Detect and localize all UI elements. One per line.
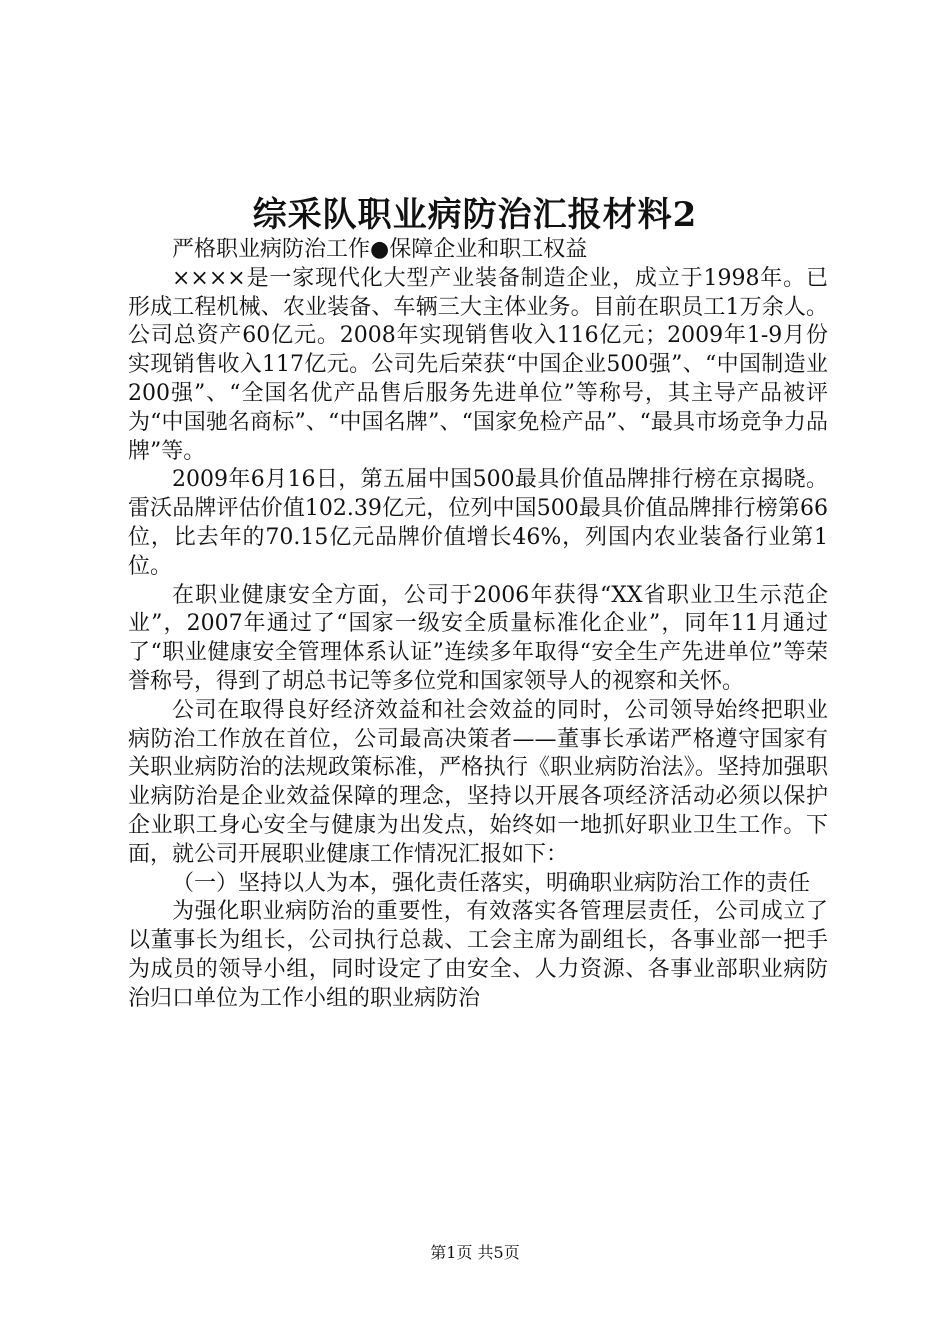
paragraph-brand-ranking: 2009年6月16日，第五届中国500最具价值品牌排行榜在京揭晓。雷沃品牌评估价值102.39亿元，位列中国500最具价值品牌排行榜第66位，比去年的70.15亿元品牌价值增长46%，列国内农业装备行业第1位。	[128, 467, 828, 579]
paragraph-leadership-commitment: 公司在取得良好经济效益和社会效益的同时，公司领导始终把职业病防治工作放在首位，公司最高决策者——董事长承诺严格遵守国家有关职业病防治的法规政策标准，严格执行《职业病防治法》。坚持加强职业病防治是企业效益保障的理念，坚持以开展各项经济活动必须以保护企业职工身心安全与健康为出发点，始终如一地抓好职业卫生工作。下面，就公司开展职业健康工作情况汇报如下：	[128, 697, 828, 867]
document-title: 综采队职业病防治汇报材料2	[252, 195, 698, 235]
section-heading-1: （一）坚持以人为本，强化责任落实，明确职业病防治工作的责任	[172, 870, 811, 896]
paragraph-subtitle: 严格职业病防治工作●保障企业和职工权益	[172, 237, 588, 262]
page-footer: 第1页 共5页	[430, 1243, 520, 1262]
paragraph-company-intro: ××××是一家现代化大型产业装备制造企业，成立于1998年。已形成工程机械、农业装备、车辆三大主体业务。目前在职员工1万余人。公司总资产60亿元。2008年实现销售收入116亿元；2009年1-9月份实现销售收入117亿元。公司先后荣获“中国企业500强”、“中国制造业200强”、“全国名优产品售后服务先进单位”等称号，其主导产品被评为“中国驰名商标”、“中国名牌”、“国家免检产品”、“最具市场竞争力品牌”等。	[128, 265, 828, 464]
document-body	[128, 236, 828, 1014]
paragraph-occupational-safety: 在职业健康安全方面，公司于2006年获得“XX省职业卫生示范企业”，2007年通过了“国家一级安全质量标准化企业”，同年11月通过了“职业健康安全管理体系认证”连续多年取得“安全生产先进单位”等荣誉称号，得到了胡总书记等多位党和国家领导人的视察和关怀。	[128, 582, 828, 694]
paragraph-responsibility: 为强化职业病防治的重要性，有效落实各管理层责任，公司成立了以董事长为组长，公司执行总裁、工会主席为副组长，各事业部一把手为成员的领导小组，同时设定了由安全、人力资源、各事业部职业病防治归口单位为工作小组的职业病防治	[128, 899, 828, 1011]
